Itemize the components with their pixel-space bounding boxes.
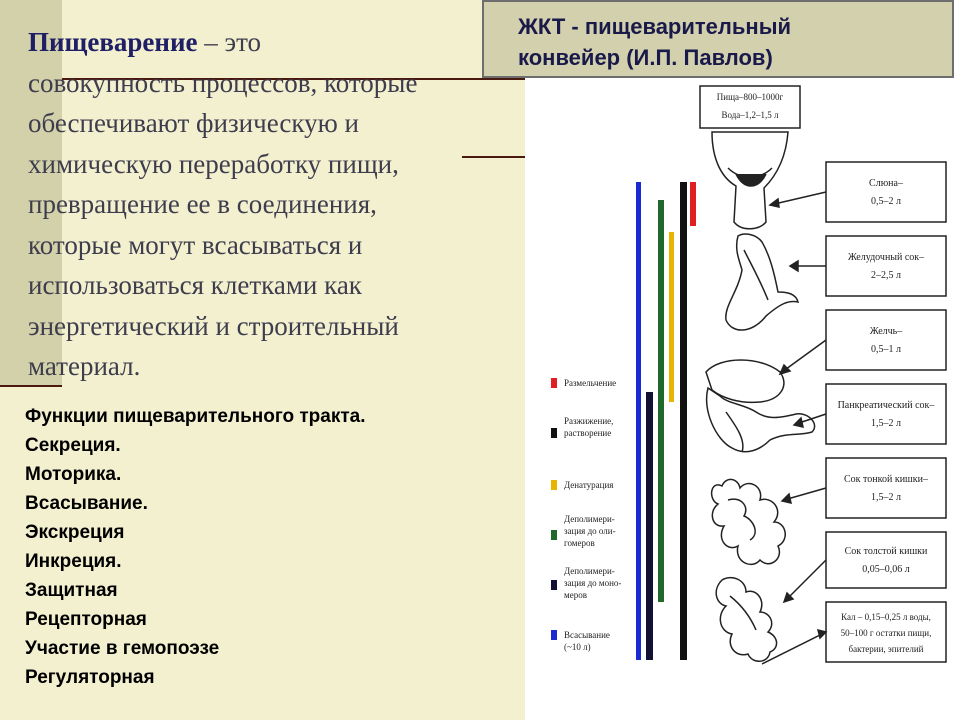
- stomach-illustration: [726, 234, 798, 330]
- process-bars: [636, 182, 696, 660]
- secretion-label: 50–100 г остатки пищи,: [840, 628, 932, 638]
- legend-item-grinding: [551, 378, 616, 388]
- secretion-label: 2–2,5 л: [871, 270, 901, 281]
- secretion-label: Желудочный сок–: [847, 252, 925, 263]
- definition-line: химическую переработку пищи,: [28, 148, 399, 179]
- slide-title: [518, 11, 791, 73]
- secretion-box-feces: [762, 602, 946, 664]
- legend-label: (~10 л): [564, 642, 591, 652]
- definition-line: превращение ее в соединения,: [28, 189, 377, 219]
- legend-label: Размельчение: [564, 378, 617, 388]
- function-item: Секреция.: [25, 435, 121, 456]
- definition-line: которые могут всасываться и: [28, 229, 363, 260]
- secretion-label: 0,05–0,06 л: [862, 564, 910, 575]
- large-intestine-illustration: [716, 578, 776, 662]
- legend-item-depolymerization-monomers: [551, 566, 621, 600]
- function-item: Защитная: [25, 580, 118, 601]
- definition-line: – это: [197, 27, 262, 57]
- process-bar-depolymerization-oligomers: [658, 200, 664, 602]
- legend-item-dissolution: [551, 416, 613, 438]
- definition-line: использоваться клетками как: [28, 270, 362, 300]
- secretion-label: Панкреатический сок–: [837, 400, 935, 411]
- legend-label: зация до моно-: [564, 578, 622, 588]
- secretion-label: 1,5–2 л: [871, 492, 901, 503]
- secretion-label: 1,5–2 л: [871, 418, 901, 429]
- secretion-label: Кал – 0,15–0,25 л воды,: [841, 612, 931, 622]
- secretion-label: 0,5–1 л: [871, 344, 901, 355]
- function-item: Рецепторная: [25, 609, 147, 630]
- definition-line: энергетический и строительный: [28, 310, 399, 341]
- intake-water-label: Вода–1,2–1,5 л: [721, 110, 779, 120]
- secretion-label: Сок тонкой кишки–: [844, 474, 928, 485]
- legend-label: Денатурация: [564, 480, 614, 490]
- legend-item-depolymerization-oligomers: [551, 514, 616, 548]
- small-intestine-illustration: [712, 479, 786, 564]
- secretion-boxes: [762, 162, 946, 664]
- digestive-conveyor-diagram: [540, 80, 960, 720]
- legend-label: зация до оли-: [564, 526, 616, 536]
- process-bar-grinding: [690, 182, 696, 226]
- legend-label: гомеров: [564, 538, 595, 548]
- mouth-illustration: [712, 132, 788, 229]
- legend-label: Всасывание: [564, 630, 610, 640]
- functions-list: [25, 402, 366, 692]
- function-item: Регуляторная: [25, 667, 155, 688]
- secretion-label: Слюна–: [869, 178, 903, 189]
- secretion-box-large-intestine-juice: [784, 532, 946, 602]
- secretion-box-gastric-juice: [790, 236, 946, 296]
- definition-line: совокупность процессов, которые: [28, 67, 418, 98]
- secretion-box-bile: [780, 310, 946, 374]
- process-bar-denaturation: [669, 232, 674, 402]
- legend-label: растворение: [564, 428, 612, 438]
- definition-line: материал.: [28, 351, 141, 381]
- secretion-box-small-intestine-juice: [782, 458, 946, 518]
- function-item: Инкреция.: [25, 551, 122, 572]
- function-item: Участие в гемопоэзе: [25, 638, 220, 659]
- process-bar-absorption: [636, 182, 641, 660]
- slide-title-line: конвейер (И.П. Павлов): [518, 45, 773, 70]
- intake-food-label: Пища–800–1000г: [716, 92, 784, 102]
- legend-label: Деполимери-: [564, 514, 615, 524]
- process-bar-dissolution: [680, 182, 687, 660]
- slide-title-box: [482, 0, 954, 78]
- secretion-label: Сок толстой кишки: [844, 546, 928, 557]
- legend-item-absorption: [551, 630, 610, 652]
- definition-line: обеспечивают физическую и: [28, 108, 359, 138]
- secretion-label: 0,5–2 л: [871, 196, 901, 207]
- functions-heading: Функции пищеварительного тракта.: [25, 406, 366, 427]
- secretion-box-saliva: [770, 162, 946, 222]
- intake-box: [700, 86, 800, 128]
- function-item: Моторика.: [25, 464, 122, 485]
- legend-label: Деполимери-: [564, 566, 615, 576]
- secretion-box-pancreatic-juice: [794, 384, 946, 444]
- definition-text: [28, 22, 528, 387]
- function-item: Экскреция: [25, 522, 125, 543]
- secretion-label: бактерии, эпителий: [848, 644, 924, 654]
- secretion-label: Желчь–: [869, 326, 903, 337]
- process-legend: [551, 378, 621, 652]
- process-bar-depolymerization-monomers: [646, 392, 653, 660]
- legend-item-denaturation: [551, 480, 613, 490]
- legend-label: меров: [564, 590, 587, 600]
- liver-pancreas-illustration: [706, 360, 815, 452]
- definition-term: Пищеварение: [28, 27, 198, 57]
- slide-title-line: ЖКТ - пищеварительный: [518, 14, 792, 39]
- legend-label: Разжижение,: [564, 416, 614, 426]
- function-item: Всасывание.: [25, 493, 148, 514]
